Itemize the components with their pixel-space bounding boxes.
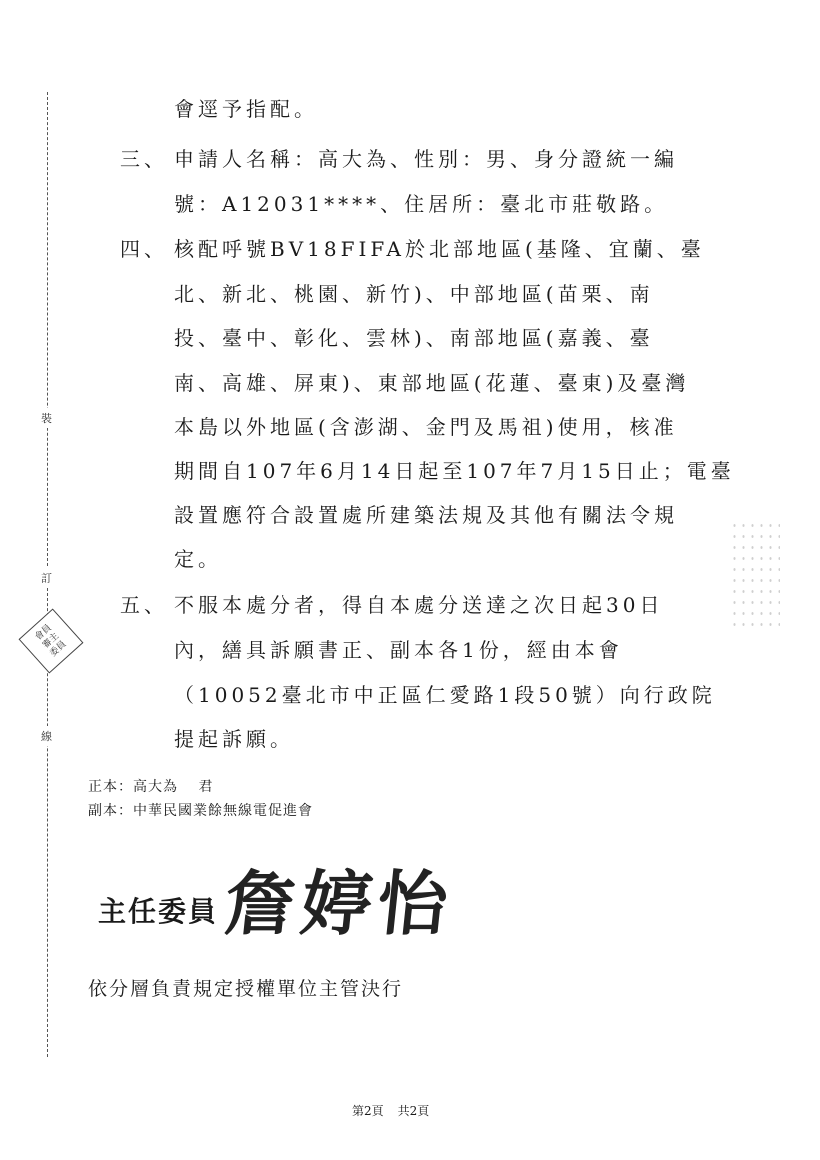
item-4-index: 四、 (120, 237, 168, 261)
page-number (352, 1102, 443, 1119)
item-4-line: 定。 (174, 547, 222, 571)
item-3-index: 三、 (120, 147, 168, 171)
binding-char-line: 線 (41, 726, 52, 746)
item-5-index: 五、 (120, 593, 168, 617)
item-5-line: （10052臺北市中正區仁愛路1段50號）向行政院 (174, 683, 716, 707)
item-3-line: 號：A12031****、住居所：臺北市莊敬路。 (174, 192, 669, 216)
officer-signature: 詹婷怡 (221, 862, 458, 945)
item-4-line: 北、新北、桃園、新竹)、中部地區(苗栗、南 (174, 282, 654, 306)
continuation-line: 會逕予指配。 (174, 97, 318, 121)
binding-char-staple: 訂 (41, 568, 52, 588)
officer-title: 主任委員 (98, 895, 219, 928)
item-4-line: 設置應符合設置處所建築法規及其他有關法令規 (174, 503, 678, 527)
page-total: 共2頁 (397, 1104, 430, 1118)
item-4-line: 投、臺中、彰化、雲林)、南部地區(嘉義、臺 (174, 326, 654, 350)
copy-recipient: 副本：中華民國業餘無線電促進會 (88, 803, 313, 819)
item-4-line: 核配呼號BV18FIFA於北部地區(基隆、宜蘭、臺 (174, 237, 705, 261)
item-5-line: 提起訴願。 (174, 727, 294, 751)
binding-char-bind: 裝 (41, 408, 52, 428)
item-5-line: 不服本處分者，得自本處分送達之次日起30日 (174, 593, 664, 617)
original-recipient: 正本：高大為 君 (88, 779, 214, 795)
page-current: 第2頁 (352, 1104, 384, 1118)
scan-noise (730, 520, 780, 630)
item-3-line: 申請人名稱：高大為、性別：男、身分證統一編 (174, 147, 678, 171)
item-5-line: 內，繕具訴願書正、副本各1份，經由本會 (174, 638, 623, 662)
item-4-line: 期間自107年6月14日起至107年7月15日止；電臺 (174, 459, 735, 483)
item-4-line: 南、高雄、屏東)、東部地區(花蓮、臺東)及臺灣 (174, 371, 690, 395)
seal-stamp: 會員 審主 委員 (19, 609, 84, 674)
delegation-note: 依分層負責規定授權單位主管決行 (88, 978, 404, 1000)
item-4-line: 本島以外地區(含澎湖、金門及馬祖)使用，核准 (174, 415, 678, 439)
